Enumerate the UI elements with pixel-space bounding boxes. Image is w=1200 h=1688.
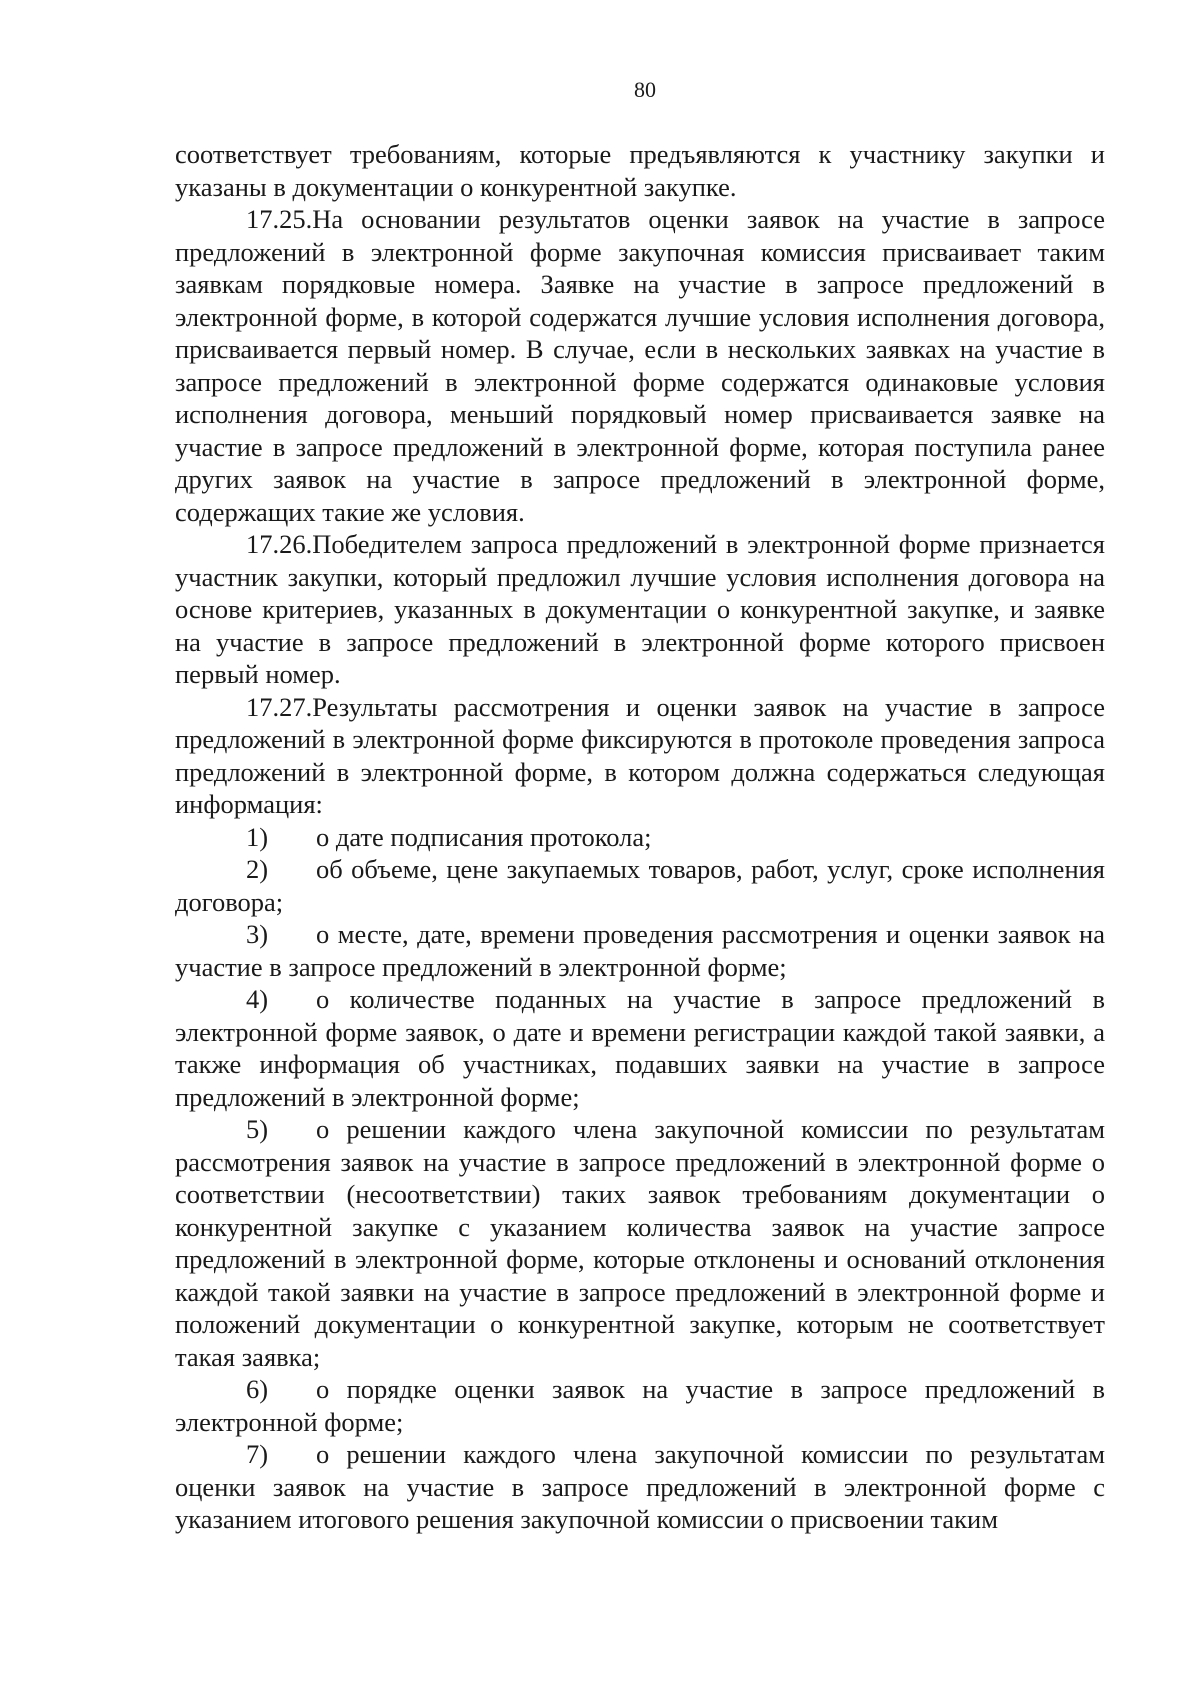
list-item	[175, 983, 1105, 1113]
list-item	[175, 1113, 1105, 1373]
paragraph-17-25: 17.25.На основании результатов оценки заявок на участие в запросе предложений в электронной форме закупочная комиссия присваивает таким заявкам порядковые номера. Заявке на участие в запросе предложений в электронной форме, в которой содержатся лучшие условия исполнения договора, присваивается первый номер. В случае, если в нескольких заявках на участие в запросе предложений в электронной форме содержатся одинаковые условия исполнения договора, меньший порядковый номер присваивается заявке на участие в запросе предложений в электронной форме, которая поступила ранее других заявок на участие в запросе предложений в электронной форме, содержащих такие же условия.	[175, 204, 1105, 527]
paragraph-17-27: 17.27.Результаты рассмотрения и оценки заявок на участие в запросе предложений в электронной форме фиксируются в протоколе проведения запроса предложений в электронной форме, в котором должна содержаться следующая информация:	[175, 691, 1105, 819]
list-item-text: о количестве поданных на участие в запросе предложений в электронной форме заявок, о дате и времени регистрации каждой такой заявки, а также информация об участниках, подавших заявки на участие в запросе предложений в электронной форме;	[175, 984, 1105, 1112]
paragraph-continuation: соответствует требованиям, которые предъявляются к участнику закупки и указаны в документации о конкурентной закупке.	[175, 139, 1105, 202]
list-item-number: 3)	[246, 919, 269, 949]
list-item-text: о дате подписания протокола;	[316, 821, 652, 852]
list-item-text: о решении каждого члена закупочной комиссии по результатам рассмотрения заявок на участие в запросе предложений в электронной форме о соответствии (несоответствии) таких заявок требованиям документации о конкурентной закупке с указанием количества заявок на участие запросе предложений в электронной форме, которые отклонены и оснований отклонения каждой такой заявки на участие в запросе предложений в электронной форме и положений документации о конкурентной закупке, которым не соответствует такая заявка;	[175, 1114, 1105, 1372]
paragraph-17-26: 17.26.Победителем запроса предложений в электронной форме признается участник закупки, который предложил лучшие условия исполнения договора на основе критериев, указанных в документации о конкурентной закупке, и заявке на участие в запросе предложений в электронной форме которого присвоен первый номер.	[175, 529, 1105, 689]
list-item-text: о решении каждого члена закупочной комиссии по результатам оценки заявок на участие в запросе предложений в электронной форме с указанием итогового решения закупочной комиссии о присвоении таким	[175, 1439, 1105, 1534]
list-item	[175, 1373, 1105, 1438]
list-item-number: 4)	[246, 984, 269, 1014]
list-item-number: 2)	[246, 854, 269, 884]
list-item	[175, 918, 1105, 983]
list-item-text: о порядке оценки заявок на участие в запросе предложений в электронной форме;	[175, 1374, 1105, 1437]
list-item-text: об объеме, цене закупаемых товаров, работ, услуг, сроке исполнения договора;	[175, 854, 1105, 917]
list-item	[175, 853, 1105, 918]
list-item	[175, 821, 1105, 854]
list-item-number: 6)	[246, 1374, 269, 1404]
document-body	[175, 138, 1105, 1536]
list-item-number: 5)	[246, 1114, 269, 1144]
list-item-text: о месте, дате, времени проведения рассмотрения и оценки заявок на участие в запросе предложений в электронной форме;	[175, 919, 1105, 982]
list-item-number: 1)	[246, 821, 269, 852]
list-item	[175, 1438, 1105, 1536]
page-number: 80	[634, 77, 656, 102]
list-item-number: 7)	[246, 1439, 269, 1469]
